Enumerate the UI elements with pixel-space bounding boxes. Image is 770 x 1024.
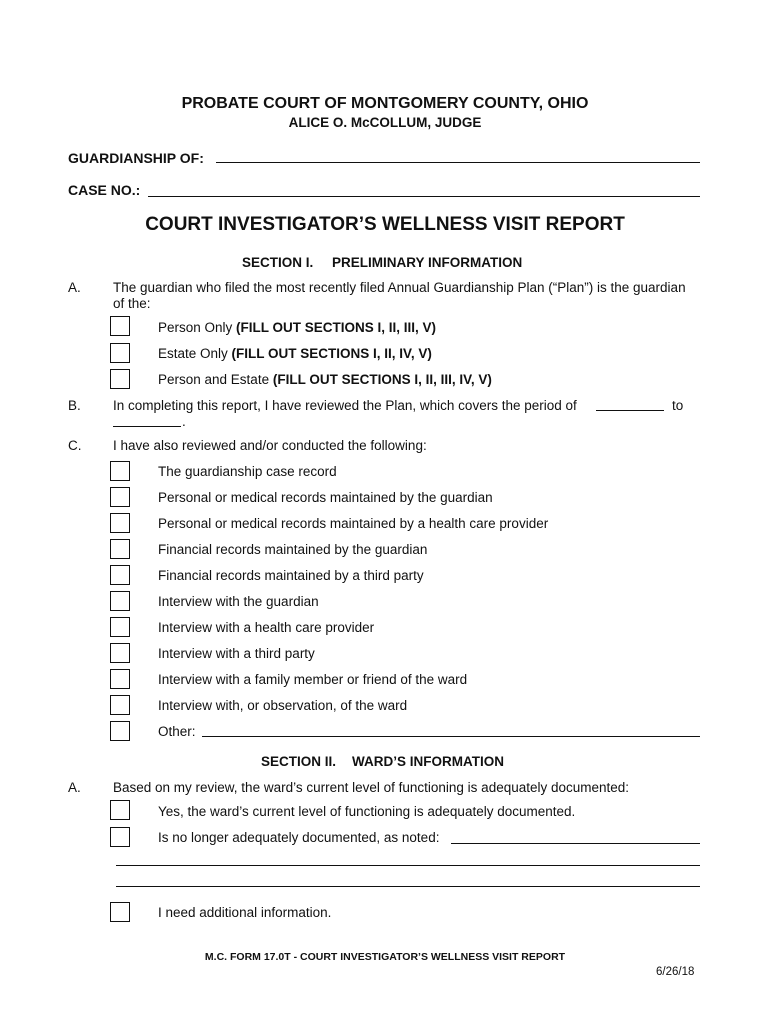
checkbox-guardian-personal-records[interactable]	[110, 487, 130, 507]
checkbox-provider-personal-records[interactable]	[110, 513, 130, 533]
checkbox-interview-family[interactable]	[110, 669, 130, 689]
option-interview-guardian: Interview with the guardian	[158, 594, 319, 609]
option-person-and-estate: Person and Estate (FILL OUT SECTIONS I, II, III, IV, V)	[158, 372, 492, 387]
guardianship-label: GUARDIANSHIP OF:	[68, 150, 204, 166]
noted-field-line2[interactable]	[116, 865, 700, 866]
section2-item-a-text: Based on my review, the ward’s current level of functioning is adequately documented:	[113, 780, 630, 795]
option-adequately-documented: Yes, the ward’s current level of functioning is adequately documented.	[158, 804, 576, 819]
option-other: Other:	[158, 724, 196, 739]
item-a-text-line2: of the:	[113, 296, 151, 311]
option-interview-provider: Interview with a health care provider	[158, 620, 375, 635]
checkbox-need-info[interactable]	[110, 902, 130, 922]
page-title: COURT INVESTIGATOR’S WELLNESS VISIT REPORT	[145, 214, 625, 235]
checkbox-other[interactable]	[110, 721, 130, 741]
option-guardian-personal-records: Personal or medical records maintained by the guardian	[158, 490, 493, 505]
option-interview-ward: Interview with, or observation, of the ward	[158, 698, 408, 713]
footer-form-name: M.C. FORM 17.0T - COURT INVESTIGATOR’S WELLNESS VISIT REPORT	[204, 951, 566, 963]
item-b-to: to	[672, 398, 684, 413]
item-c-text: I have also reviewed and/or conducted the following:	[113, 438, 427, 453]
checkbox-estate-only[interactable]	[110, 343, 130, 363]
section1-title: PRELIMINARY INFORMATION	[332, 255, 523, 270]
item-b-text: In completing this report, I have reviewed the Plan, which covers the period of	[113, 398, 577, 413]
checkbox-person-only[interactable]	[110, 316, 130, 336]
court-name: PROBATE COURT OF MONTGOMERY COUNTY, OHIO	[181, 95, 589, 112]
judge-name: ALICE O. McCOLLUM, JUDGE	[288, 115, 482, 130]
item-letter-a: A.	[68, 280, 81, 295]
item-letter-c: C.	[68, 438, 82, 453]
checkbox-interview-guardian[interactable]	[110, 591, 130, 611]
checkbox-interview-provider[interactable]	[110, 617, 130, 637]
option-interview-family: Interview with a family member or friend of the ward	[158, 672, 468, 687]
option-third-party-financial-records: Financial records maintained by a third party	[158, 568, 424, 583]
other-field[interactable]	[202, 736, 700, 737]
noted-field-line3[interactable]	[116, 886, 700, 887]
noted-field-line1[interactable]	[451, 843, 700, 844]
section2-item-letter-a: A.	[68, 780, 81, 795]
section2-title: WARD’S INFORMATION	[352, 754, 504, 769]
footer-date: 6/26/18	[656, 966, 695, 978]
option-provider-personal-records: Personal or medical records maintained by a health care provider	[158, 516, 549, 531]
item-b-period-end-punct: .	[182, 414, 186, 429]
checkbox-person-and-estate[interactable]	[110, 369, 130, 389]
checkbox-case-record[interactable]	[110, 461, 130, 481]
option-person-only: Person Only (FILL OUT SECTIONS I, II, III, V)	[158, 320, 437, 335]
checkbox-adequately-documented[interactable]	[110, 800, 130, 820]
option-guardian-financial-records: Financial records maintained by the guardian	[158, 542, 428, 557]
checkbox-not-adequately-documented[interactable]	[110, 827, 130, 847]
checkbox-interview-third-party[interactable]	[110, 643, 130, 663]
case-no-field[interactable]	[148, 196, 700, 197]
option-estate-only: Estate Only (FILL OUT SECTIONS I, II, IV, V)	[158, 346, 432, 361]
checkbox-guardian-financial-records[interactable]	[110, 539, 130, 559]
checkbox-interview-ward[interactable]	[110, 695, 130, 715]
section2-number: SECTION II.	[261, 754, 337, 769]
checkbox-third-party-financial-records[interactable]	[110, 565, 130, 585]
item-letter-b: B.	[68, 398, 81, 413]
period-start-field[interactable]	[596, 410, 664, 411]
item-a-text-line1: The guardian who filed the most recently filed Annual Guardianship Plan (“Plan”) is the guardian	[113, 280, 686, 295]
section1-number: SECTION I.	[242, 255, 314, 270]
option-need-info: I need additional information.	[158, 905, 332, 920]
option-not-adequately-documented: Is no longer adequately documented, as noted:	[158, 830, 440, 845]
case-no-label: CASE NO.:	[68, 182, 141, 198]
option-case-record: The guardianship case record	[158, 464, 337, 479]
guardianship-field[interactable]	[216, 162, 700, 163]
period-end-field[interactable]	[113, 426, 181, 427]
option-interview-third-party: Interview with a third party	[158, 646, 315, 661]
